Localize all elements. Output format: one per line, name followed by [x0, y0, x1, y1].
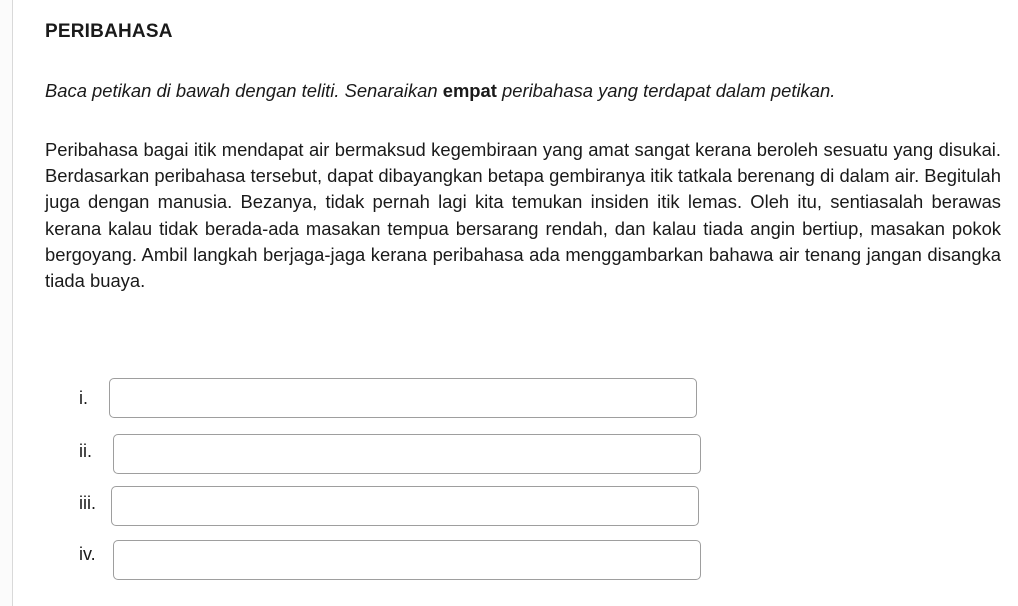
answer-input-4[interactable] — [113, 540, 701, 580]
answer-input-3[interactable] — [111, 486, 699, 526]
answer-input-2[interactable] — [113, 434, 701, 474]
answer-label-4: iv. — [79, 544, 96, 564]
instruction-after: peribahasa yang terdapat dalam petikan. — [496, 80, 836, 101]
reading-passage: Peribahasa bagai itik mendapat air bermaksud kegembiraan yang amat sangat kerana beroleh sesuatu yang disukai. Berdasarkan peribahasa tersebut, dapat dibayangkan betapa gembiranya itik tatkala berenang di dalam air. Begitulah juga dengan manusia. Bezanya, tidak pernah lagi kita temukan insiden itik lemas. Oleh itu, sentiasalah berawas kerana kalau tidak berada-ada masakan tempua bersarang rendah, dan kalau tiada angin bertiup, masakan pokok bergoyang. Ambil langkah berjaga-jaga kerana peribahasa ada menggambarkan bahawa air tenang jangan disangka tiada buaya. — [45, 139, 1001, 292]
instruction-emphasis: empat — [442, 80, 497, 101]
section-title: PERIBAHASA — [45, 21, 173, 42]
instruction-before: Baca petikan di bawah dengan teliti. Senaraikan — [45, 80, 443, 101]
answer-label-2: ii. — [79, 441, 92, 461]
answer-label-1: i. — [79, 388, 88, 408]
answer-label-3: iii. — [79, 493, 96, 513]
instruction-text — [45, 80, 835, 102]
answer-input-1[interactable] — [109, 378, 697, 418]
worksheet-page — [12, 0, 1018, 606]
